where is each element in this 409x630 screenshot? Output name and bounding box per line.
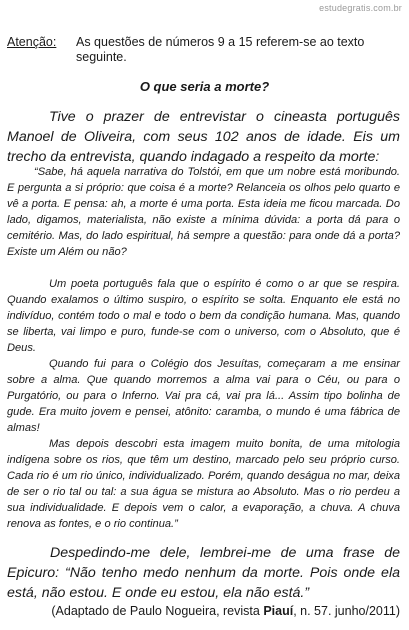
- closing-paragraph: Despedindo-me dele, lembrei-me de uma frase de Epicuro: “Não tenho medo nenhum da morte. Pois onde ela está, não estou. E onde eu estou, ela não está.”: [7, 545, 400, 601]
- source-suffix: , n. 57. junho/2011): [293, 604, 400, 618]
- quote-paragraph-3: Quando fui para o Colégio dos Jesuítas, começaram a me ensinar sobre a alma. Que quando morremos a alma vai para o Céu, ou para o Purgatório, ou para o Inferno. Vai pra cá, vai pra lá... Assim tipo bolinha de gude. Era muito jovem e pensei, atônito: caramba, o mundo é uma fábrica de almas!: [7, 358, 400, 434]
- attention-label: Atenção:: [7, 35, 57, 49]
- site-watermark: estudegratis.com.br: [319, 3, 402, 13]
- text-title: O que seria a morte?: [139, 79, 270, 94]
- source-magazine: Piauí: [263, 604, 294, 618]
- source-prefix: (Adaptado de Paulo Nogueira, revista: [51, 604, 264, 618]
- quote-paragraph-1: “Sabe, há aquela narrativa do Tolstói, em que um nobre está moribundo. E pergunta a si próprio: que coisa é a morte? Relanceia os olhos pelo quarto e vê a porta. E pensa: ah, a morte é uma porta. Esta ideia me ficou marcada. Do lado, digamos, materialista, não existe a mínima dúvida: a porta dá para o cemitério. Mas, do lado espiritual, há sempre a questão: para onde dá a porta? Existe um Além ou não?: [7, 166, 400, 258]
- intro-paragraph: Tive o prazer de entrevistar o cineasta português Manoel de Oliveira, com seus 102 anos de idade. Eis um trecho da entrevista, quando indagado a respeito da morte:: [7, 109, 400, 165]
- source-citation: [51, 604, 400, 618]
- instruction-header: [7, 35, 402, 65]
- quote-paragraph-4: Mas depois descobri esta imagem muito bonita, de uma mitologia indígena sobre os rios, que têm um destino, marcado pelo seu próprio curso. Cada rio é um rio único, individualizado. Porém, quando deságua no mar, deixa de ser o rio tal ou tal: a sua água se mistura ao Absoluto. Mas o rio perdeu a sua individualidade. E depois vem o calor, a evaporação, a chuva. A chuva renova as fontes, e o rio continua.”: [7, 438, 400, 530]
- quote-paragraph-2: Um poeta português fala que o espírito é como o ar que se respira. Quando exalamos o último suspiro, o espírito se solta. Enquanto ele está no indivíduo, contém todo o mal e todo o bem da condição humana. Mas, quando se liberta, vai limpo e puro, funde-se com o universo, com o Absoluto, que é Deus.: [7, 278, 400, 354]
- instruction-text: As questões de números 9 a 15 referem-se ao texto seguinte.: [76, 35, 365, 64]
